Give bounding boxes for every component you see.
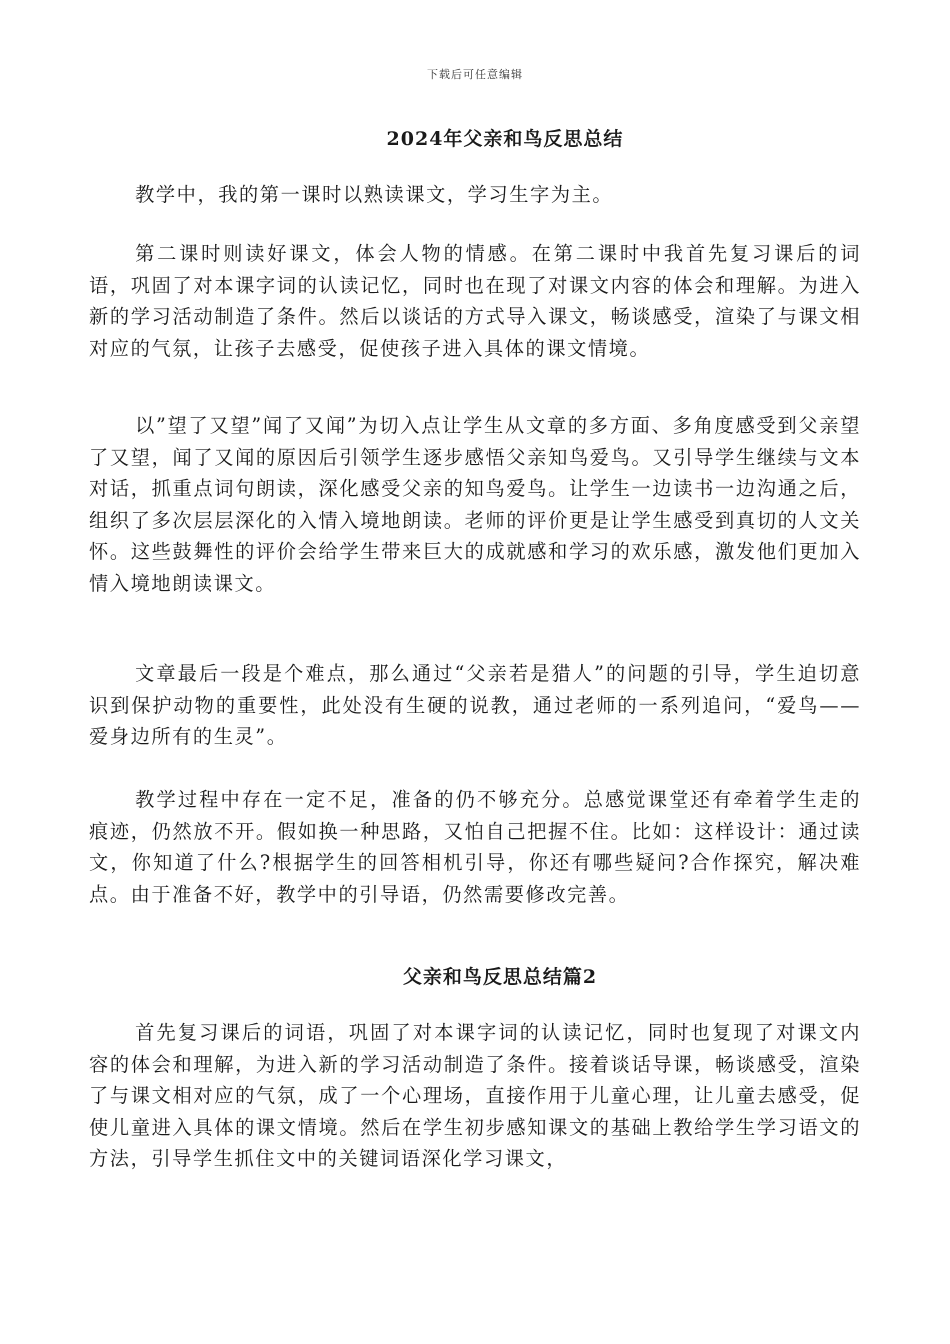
header-note: 下载后可任意编辑 [427,68,523,81]
section-2-title: 父亲和鸟反思总结篇2 [402,966,598,988]
paragraph-2: 第二课时则读好课文，体会人物的情感。在第二课时中我首先复习课后的词语，巩固了对本课字词的认读记忆，同时也在现了对课文内容的体会和理解。为进入新的学习活动制造了条件。然后以谈话的方式导入课文，畅谈感受，渲染了与课文相对应的气氛，让孩子去感受，促使孩子进入具体的课文情境。 [89,242,861,360]
document-title: 2024年父亲和鸟反思总结 [386,128,624,150]
paragraph-5: 教学过程中存在一定不足，准备的仍不够充分。总感觉课堂还有牵着学生走的痕迹，仍然放不开。假如换一种思路，又怕自己把握不住。比如：这样设计：通过读文，你知道了什么?根据学生的回答相机引导，你还有哪些疑问?合作探究，解决难点。由于准备不好，教学中的引导语，仍然需要修改完善。 [89,788,861,906]
paragraph-4: 文章最后一段是个难点，那么通过“父亲若是猎人”的问题的引导，学生迫切意识到保护动物的重要性，此处没有生硬的说教，通过老师的一系列追问，“爱鸟——爱身边所有的生灵”。 [89,662,861,748]
section-2-paragraph-1: 首先复习课后的词语，巩固了对本课字词的认读记忆，同时也复现了对课文内容的体会和理解，为进入新的学习活动制造了条件。接着谈话导课，畅谈感受，渲染了与课文相对应的气氛，成了一个心理场，直接作用于儿童心理，让儿童去感受，促使儿童进入具体的课文情境。然后在学生初步感知课文的基础上教给学生学习语文的方法，引导学生抓住文中的关键词语深化学习课文， [89,1021,861,1170]
paragraph-3: 以”望了又望”闻了又闻”为切入点让学生从文章的多方面、多角度感受到父亲望了又望，闻了又闻的原因后引领学生逐步感悟父亲知鸟爱鸟。又引导学生继续与文本对话，抓重点词句朗读，深化感受父亲的知鸟爱鸟。让学生一边读书一边沟通之后，组织了多次层层深化的入情入境地朗读。老师的评价更是让学生感受到真切的人文关怀。这些鼓舞性的评价会给学生带来巨大的成就感和学习的欢乐感，激发他们更加入情入境地朗读课文。 [89,414,861,595]
paragraph-1: 教学中，我的第一课时以熟读课文，学习生字为主。 [135,183,614,206]
